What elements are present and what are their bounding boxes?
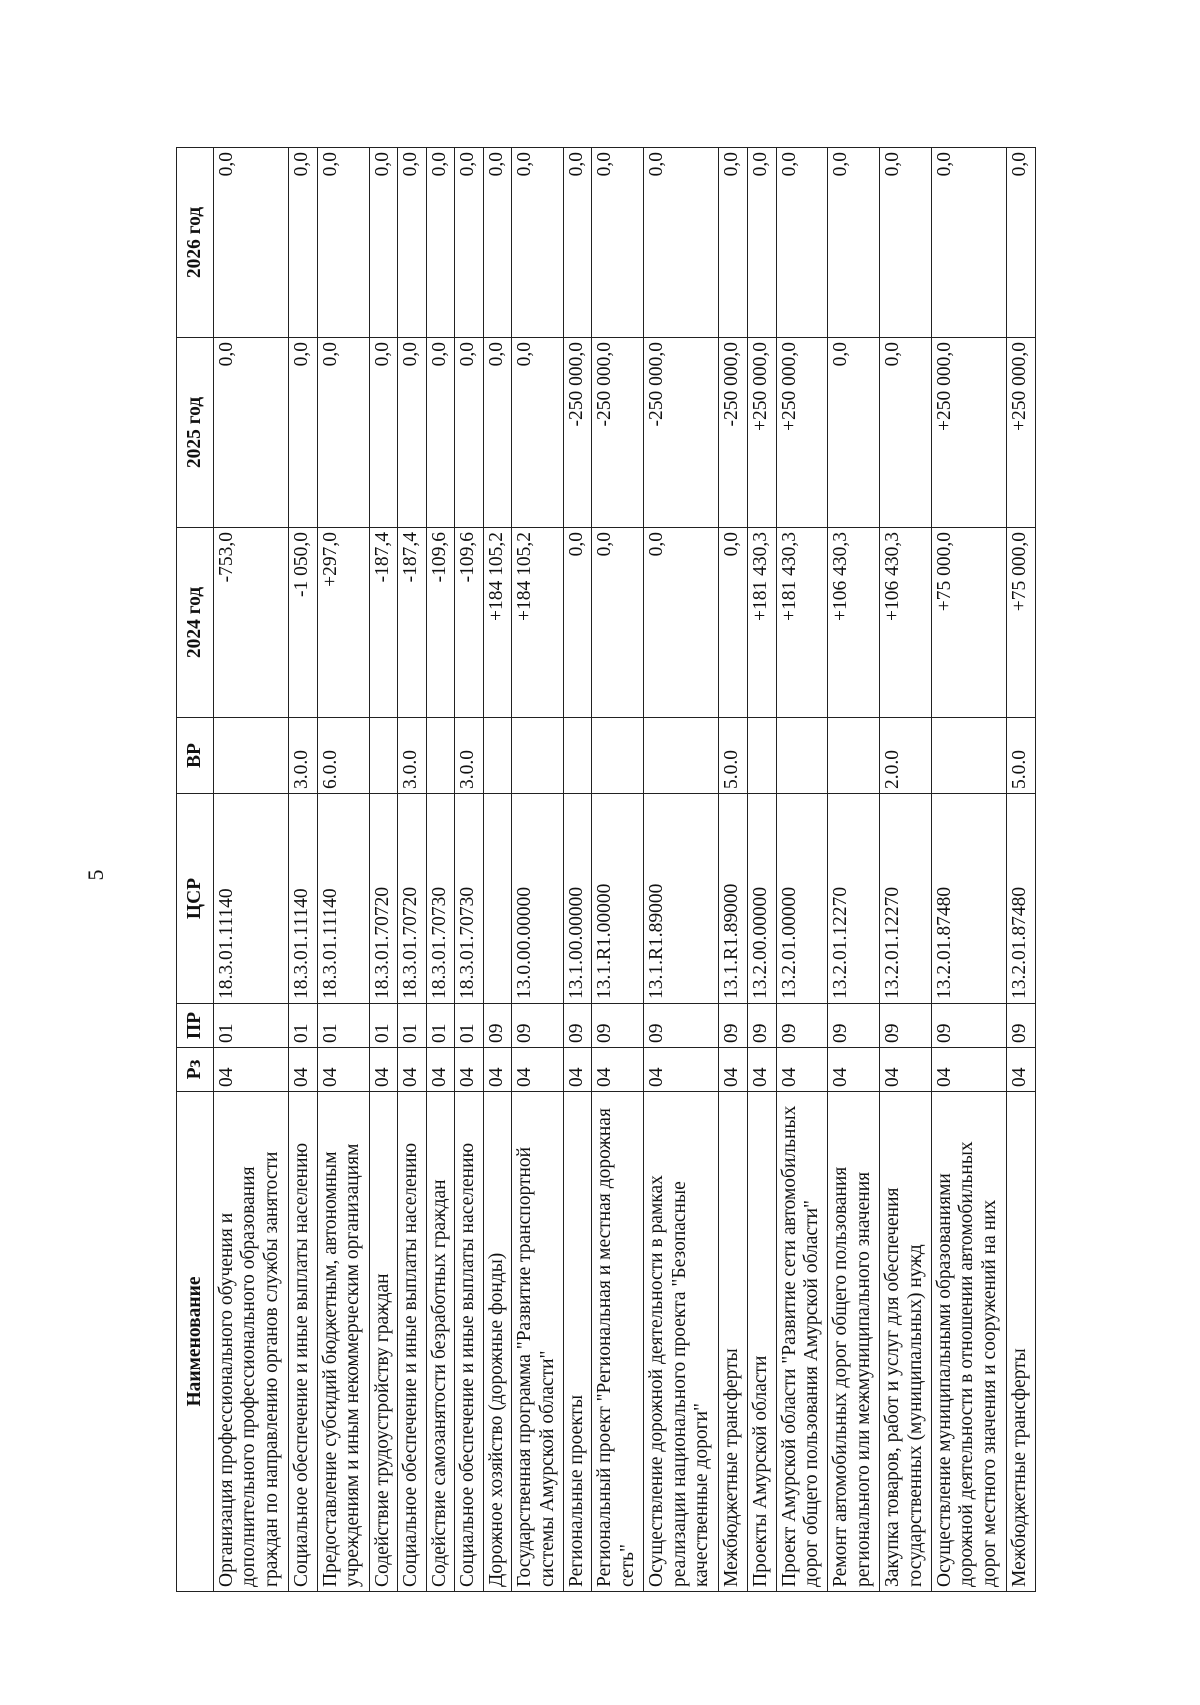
table-row	[932, 148, 1007, 1592]
cell-pr: 09	[1007, 1004, 1036, 1048]
cell-name: Закупка товаров, работ и услуг для обеспечения государственных (муниципальных) нужд	[880, 1092, 932, 1592]
cell-pr: 09	[880, 1004, 932, 1048]
cell-pr: 09	[512, 1004, 564, 1048]
header-name: Наименование	[177, 1092, 214, 1592]
cell-2024: +181 430,3	[748, 528, 777, 718]
header-pr: ПР	[177, 1004, 214, 1048]
header-csr: ЦСР	[177, 794, 214, 1004]
cell-2024: +184 105,2	[483, 528, 512, 718]
cell-pr: 01	[426, 1004, 455, 1048]
cell-csr: 13.0.00.00000	[512, 794, 564, 1004]
table-row	[1007, 148, 1036, 1592]
cell-2025: -250 000,0	[644, 338, 719, 528]
cell-vr: 5.0.0	[1007, 718, 1036, 794]
budget-table-container	[176, 148, 1036, 1592]
cell-name: Региональный проект "Региональная и местная дорожная сеть"	[592, 1092, 644, 1592]
cell-rz: 04	[719, 1048, 748, 1092]
cell-2025: 0,0	[828, 338, 880, 528]
cell-name: Осуществление дорожной деятельности в рамках реализации национального проекта "Безопасные качественные дороги"	[644, 1092, 719, 1592]
cell-2024: -187,4	[369, 528, 398, 718]
cell-2024: -753,0	[214, 528, 289, 718]
cell-2026: 0,0	[932, 148, 1007, 338]
table-row	[512, 148, 564, 1592]
cell-2026: 0,0	[455, 148, 484, 338]
cell-2025: 0,0	[455, 338, 484, 528]
cell-2024: +75 000,0	[932, 528, 1007, 718]
cell-2024: +75 000,0	[1007, 528, 1036, 718]
cell-vr: 3.0.0	[455, 718, 484, 794]
cell-csr: 18.3.01.70720	[398, 794, 427, 1004]
cell-2025: 0,0	[369, 338, 398, 528]
table-row	[644, 148, 719, 1592]
table-row	[398, 148, 427, 1592]
cell-2026: 0,0	[512, 148, 564, 338]
cell-name: Проекты Амурской области	[748, 1092, 777, 1592]
cell-pr: 01	[214, 1004, 289, 1048]
cell-name: Содействие трудоустройству граждан	[369, 1092, 398, 1592]
cell-csr: 18.3.01.70730	[426, 794, 455, 1004]
cell-csr	[483, 794, 512, 1004]
cell-name: Межбюджетные трансферты	[719, 1092, 748, 1592]
cell-2025: 0,0	[289, 338, 318, 528]
cell-pr: 09	[644, 1004, 719, 1048]
cell-vr	[828, 718, 880, 794]
table-row	[776, 148, 828, 1592]
cell-vr	[932, 718, 1007, 794]
cell-pr: 01	[455, 1004, 484, 1048]
cell-2024: 0,0	[592, 528, 644, 718]
cell-csr: 18.3.01.11140	[317, 794, 369, 1004]
header-rz: Рз	[177, 1048, 214, 1092]
table-row	[719, 148, 748, 1592]
cell-pr: 09	[719, 1004, 748, 1048]
cell-2025: 0,0	[214, 338, 289, 528]
cell-2024: +181 430,3	[776, 528, 828, 718]
cell-vr	[512, 718, 564, 794]
cell-csr: 13.1.R1.00000	[592, 794, 644, 1004]
header-2024: 2024 год	[177, 528, 214, 718]
cell-2026: 0,0	[317, 148, 369, 338]
cell-csr: 13.2.01.87480	[932, 794, 1007, 1004]
cell-vr	[644, 718, 719, 794]
table-row	[289, 148, 318, 1592]
cell-name: Осуществление муниципальными образованиями дорожной деятельности в отношении автомобильных дорог местного значения и сооружений на них	[932, 1092, 1007, 1592]
table-row	[214, 148, 289, 1592]
cell-2025: 0,0	[512, 338, 564, 528]
cell-rz: 04	[828, 1048, 880, 1092]
cell-name: Дорожное хозяйство (дорожные фонды)	[483, 1092, 512, 1592]
cell-rz: 04	[563, 1048, 592, 1092]
cell-2026: 0,0	[776, 148, 828, 338]
cell-vr	[369, 718, 398, 794]
cell-2024: 0,0	[719, 528, 748, 718]
cell-2024: +297,0	[317, 528, 369, 718]
cell-2026: 0,0	[1007, 148, 1036, 338]
header-2025: 2025 год	[177, 338, 214, 528]
cell-rz: 04	[512, 1048, 564, 1092]
cell-2026: 0,0	[592, 148, 644, 338]
cell-csr: 13.1.00.00000	[563, 794, 592, 1004]
header-2026: 2026 год	[177, 148, 214, 338]
cell-pr: 09	[932, 1004, 1007, 1048]
cell-rz: 04	[644, 1048, 719, 1092]
cell-name: Социальное обеспечение и иные выплаты населению	[455, 1092, 484, 1592]
cell-rz: 04	[880, 1048, 932, 1092]
table-row	[483, 148, 512, 1592]
cell-csr: 18.3.01.70720	[369, 794, 398, 1004]
table-row	[455, 148, 484, 1592]
cell-2026: 0,0	[880, 148, 932, 338]
cell-rz: 04	[214, 1048, 289, 1092]
cell-rz: 04	[776, 1048, 828, 1092]
table-row	[426, 148, 455, 1592]
cell-2026: 0,0	[719, 148, 748, 338]
cell-vr	[426, 718, 455, 794]
cell-2026: 0,0	[748, 148, 777, 338]
cell-pr: 09	[828, 1004, 880, 1048]
cell-vr: 3.0.0	[398, 718, 427, 794]
cell-2025: 0,0	[398, 338, 427, 528]
cell-2026: 0,0	[563, 148, 592, 338]
cell-2024: +184 105,2	[512, 528, 564, 718]
cell-2025: 0,0	[426, 338, 455, 528]
cell-csr: 18.3.01.11140	[214, 794, 289, 1004]
cell-csr: 13.2.01.00000	[776, 794, 828, 1004]
cell-csr: 13.2.01.12270	[828, 794, 880, 1004]
cell-2024: -109,6	[455, 528, 484, 718]
cell-rz: 04	[592, 1048, 644, 1092]
header-vr: ВР	[177, 718, 214, 794]
cell-vr	[563, 718, 592, 794]
cell-vr	[483, 718, 512, 794]
cell-pr: 09	[563, 1004, 592, 1048]
cell-pr: 01	[289, 1004, 318, 1048]
cell-pr: 01	[317, 1004, 369, 1048]
page-number: 5	[83, 869, 108, 881]
cell-pr: 09	[776, 1004, 828, 1048]
table-row	[592, 148, 644, 1592]
cell-2025: 0,0	[880, 338, 932, 528]
cell-2024: -109,6	[426, 528, 455, 718]
cell-2025: -250 000,0	[719, 338, 748, 528]
cell-2025: 0,0	[483, 338, 512, 528]
cell-2026: 0,0	[369, 148, 398, 338]
cell-pr: 09	[748, 1004, 777, 1048]
cell-rz: 04	[483, 1048, 512, 1092]
cell-vr	[776, 718, 828, 794]
cell-name: Социальное обеспечение и иные выплаты населению	[398, 1092, 427, 1592]
cell-2024: -1 050,0	[289, 528, 318, 718]
cell-vr: 2.0.0	[880, 718, 932, 794]
cell-rz: 04	[426, 1048, 455, 1092]
cell-name: Социальное обеспечение и иные выплаты населению	[289, 1092, 318, 1592]
table-body	[214, 148, 1036, 1592]
cell-2026: 0,0	[426, 148, 455, 338]
cell-2025: -250 000,0	[563, 338, 592, 528]
cell-rz: 04	[317, 1048, 369, 1092]
cell-name: Организация профессионального обучения и дополнительного профессионального образования граждан по направлению органов службы занятости	[214, 1092, 289, 1592]
cell-pr: 09	[592, 1004, 644, 1048]
cell-2024: 0,0	[563, 528, 592, 718]
table-row	[748, 148, 777, 1592]
cell-2025: +250 000,0	[1007, 338, 1036, 528]
cell-2025: +250 000,0	[932, 338, 1007, 528]
cell-2024: -187,4	[398, 528, 427, 718]
cell-csr: 13.2.00.00000	[748, 794, 777, 1004]
cell-csr: 18.3.01.70730	[455, 794, 484, 1004]
cell-rz: 04	[369, 1048, 398, 1092]
cell-2026: 0,0	[398, 148, 427, 338]
cell-2025: +250 000,0	[748, 338, 777, 528]
cell-vr: 5.0.0	[719, 718, 748, 794]
cell-rz: 04	[932, 1048, 1007, 1092]
cell-2024: +106 430,3	[880, 528, 932, 718]
cell-2026: 0,0	[289, 148, 318, 338]
cell-2025: 0,0	[317, 338, 369, 528]
cell-2024: 0,0	[644, 528, 719, 718]
cell-rz: 04	[289, 1048, 318, 1092]
cell-vr	[592, 718, 644, 794]
cell-2024: +106 430,3	[828, 528, 880, 718]
cell-2026: 0,0	[214, 148, 289, 338]
cell-name: Государственная программа "Развитие транспортной системы Амурской области"	[512, 1092, 564, 1592]
cell-rz: 04	[398, 1048, 427, 1092]
cell-csr: 13.1.R1.89000	[644, 794, 719, 1004]
cell-vr: 6.0.0	[317, 718, 369, 794]
cell-vr	[748, 718, 777, 794]
cell-name: Проект Амурской области "Развитие сети автомобильных дорог общего пользования Амурской области"	[776, 1092, 828, 1592]
cell-csr: 18.3.01.11140	[289, 794, 318, 1004]
cell-pr: 01	[369, 1004, 398, 1048]
cell-vr	[214, 718, 289, 794]
cell-name: Ремонт автомобильных дорог общего пользования регионального или межмуниципального значения	[828, 1092, 880, 1592]
table-row	[828, 148, 880, 1592]
cell-pr: 09	[483, 1004, 512, 1048]
cell-2025: +250 000,0	[776, 338, 828, 528]
cell-2025: -250 000,0	[592, 338, 644, 528]
table-row	[369, 148, 398, 1592]
budget-table	[176, 147, 1036, 1592]
cell-rz: 04	[748, 1048, 777, 1092]
cell-csr: 13.2.01.12270	[880, 794, 932, 1004]
cell-2026: 0,0	[483, 148, 512, 338]
table-row	[563, 148, 592, 1592]
cell-name: Региональные проекты	[563, 1092, 592, 1592]
cell-2026: 0,0	[644, 148, 719, 338]
cell-name: Содействие самозанятости безработных граждан	[426, 1092, 455, 1592]
cell-name: Межбюджетные трансферты	[1007, 1092, 1036, 1592]
table-row	[880, 148, 932, 1592]
cell-vr: 3.0.0	[289, 718, 318, 794]
cell-2026: 0,0	[828, 148, 880, 338]
cell-csr: 13.1.R1.89000	[719, 794, 748, 1004]
cell-name: Предоставление субсидий бюджетным, автономным учреждениям и иным некоммерческим организациям	[317, 1092, 369, 1592]
header-row	[177, 148, 214, 1592]
cell-rz: 04	[1007, 1048, 1036, 1092]
cell-csr: 13.2.01.87480	[1007, 794, 1036, 1004]
table-row	[317, 148, 369, 1592]
cell-pr: 01	[398, 1004, 427, 1048]
cell-rz: 04	[455, 1048, 484, 1092]
